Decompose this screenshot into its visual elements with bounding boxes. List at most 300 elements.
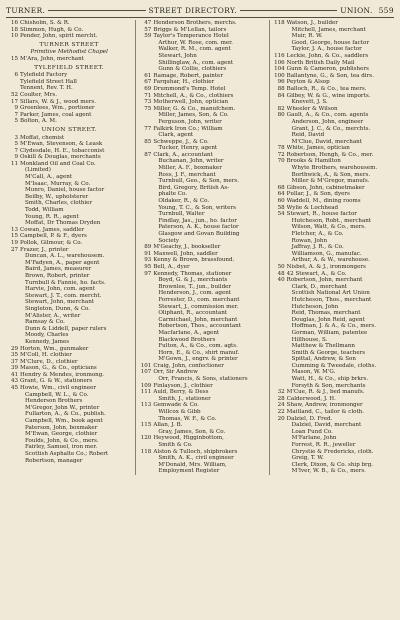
entry-text: Fletcher, A., & Co. [291,231,344,237]
directory-entry [139,264,265,271]
directory-entry [273,297,394,304]
directory-entry [139,376,265,383]
directory-entry [6,392,132,399]
directory-entry [273,211,394,218]
entry-text: M'Call, A., agent [25,174,73,181]
street-number: 9 [14,154,18,161]
entry-text: Campbell, Wm., book agent [25,418,103,425]
street-number [6,286,20,293]
directory-entry [273,198,394,205]
entry-text: Sillars, W. & J., wood mers. [20,98,97,105]
street-number [139,185,153,192]
entry-text: Ramage, Robert, painter [153,72,223,79]
street-number: 69 [144,85,152,92]
street-number: 41 [10,371,18,378]
directory-entry [139,46,265,53]
entry-text: Reid, Thomas, merchant [291,310,361,317]
entry-text: Jaffray, J. R., & Co. [291,244,344,251]
street-number [139,238,153,245]
street-number: 52 [10,91,18,98]
street-number [273,33,287,40]
street-number: 35 [10,352,18,359]
directory-entry [139,191,265,198]
street-number [139,132,153,139]
entry-text: Bolton, A. M. [20,118,57,125]
directory-entry [6,339,132,346]
directory-entry [273,330,394,337]
street-number [6,280,20,287]
entry-text: M'Iver, W. B., & Co., mers. [291,468,366,475]
directory-entry [139,297,265,304]
entry-text: Horn, E., & Co., shirt manuf. [158,349,240,356]
street-number [139,343,153,350]
street-number [139,429,153,436]
directory-entry [139,455,265,462]
entry-text: M'Ara, John, merchant [20,55,84,62]
directory-entry [139,244,265,251]
directory-entry [6,273,132,280]
directory-entry [6,299,132,306]
directory-entry [139,284,265,291]
street-number: 7 [14,147,18,154]
entry-text: Young, R. R., agent [25,213,79,220]
directory-entry [273,284,394,291]
entry-text: Forrester, D., com. merchant [158,296,240,303]
street-heading: TYLEFIELD STREET. [34,64,105,71]
street-number: 89 [144,244,152,251]
directory-entry [139,66,265,73]
entry-text: Moffat, chemist [20,134,65,141]
entry-text: Oskill & Douglas, merchants [20,154,101,161]
directory-entry [6,319,132,326]
street-number [273,297,287,304]
directory-entry [273,409,394,416]
street-number [273,218,287,225]
entry-text: M'Alister, A., writer [25,312,81,319]
entry-text: Paterson, A. K., house factor [158,224,239,231]
street-number [273,343,287,350]
street-number [6,339,20,346]
directory-entry [273,416,394,423]
street-number: 70 [277,158,285,165]
entry-text: Loan Fund Co. [291,428,333,435]
street-number: 72 [277,151,285,158]
directory-entry [139,33,265,40]
directory-entry [6,20,132,27]
entry-text: Clydesdale, H. E., tobacconist [20,147,105,154]
entry-text: Wilson, Watt, & Co., mers. [291,224,366,231]
street-number [139,53,153,60]
directory-entry [273,119,394,126]
directory-entry [139,218,265,225]
entry-text: Turnbull & Fannie, ho. facts. [25,279,106,286]
directory-entry [6,141,132,148]
directory-entry [139,205,265,212]
directory-entry [139,86,265,93]
street-number [139,396,153,403]
entry-text: Hutcheson, Thos., merchant [291,296,372,303]
street-number [6,207,20,214]
entry-text: Kennedy, James [25,338,70,345]
directory-entry [139,139,265,146]
directory-entry [139,172,265,179]
directory-entry [273,231,394,238]
entry-text: Dunn & Liddell, paper rulers [25,325,107,332]
directory-entry [273,435,394,442]
street-number [6,200,20,207]
street-number [139,224,153,231]
entry-text: Howie, Wm., civil engineer [20,385,97,392]
street-number [139,330,153,337]
directory-entry [139,369,265,376]
entry-text: Reid, David [291,132,325,139]
entry-text: 42 Stewart, A., & Co. [286,270,347,277]
directory-entry [273,224,394,231]
directory-entry [6,372,132,379]
entry-text: M'Ewan, Stevenson, & Leask [20,141,103,148]
directory-entry [6,33,132,40]
street-number: 113 [140,402,152,409]
street-number: 24 [277,402,285,409]
entry-text: Brown, Robert, printer [25,272,90,279]
street-number: 111 [140,389,152,396]
entry-text: Orr, Sir Andrew [153,369,198,376]
directory-entry [273,422,394,429]
directory-entry [139,119,265,126]
directory-entry [139,271,265,278]
street-number: 85 [144,138,152,145]
street-number: 27 [10,246,18,253]
entry-text: Ferguson, John, writer [158,118,222,125]
street-number [6,194,20,201]
column-2 [136,20,268,475]
entry-text: Gray, James, Son, & Co. [158,428,226,435]
entry-text: Forsyth & Son, merchants [291,382,366,389]
street-number: 11 [10,160,18,167]
street-number [139,60,153,67]
directory-entry [273,350,394,357]
directory-entry [6,161,132,168]
entry-text: Stewart, John [158,52,197,59]
street-number [273,462,287,469]
street-number [273,317,287,324]
directory-entry [273,178,394,185]
directory-entry [139,40,265,47]
street-number [139,145,153,152]
directory-entry [6,385,132,392]
directory-entry [6,260,132,267]
street-number [139,119,153,126]
directory-entry [273,462,394,469]
street-number [6,260,20,267]
entry-text: Matthew & Thellmann [291,343,355,350]
entry-text: Pender, John, spirit mercht. [20,33,98,40]
street-number [139,310,153,317]
street-number [6,253,20,260]
entry-text: Boyd, G. & J., merchants [158,277,228,284]
entry-text: Monkland Oil and Coal Co. [20,160,96,167]
directory-entry [139,126,265,133]
directory-entry [273,442,394,449]
directory-entry [6,346,132,353]
street-number [139,337,153,344]
street-number [273,172,287,179]
street-number [273,40,287,47]
directory-entry [6,352,132,359]
directory-entry [273,20,394,27]
entry-text: Ross, J. F., merchant [158,171,216,178]
street-number [6,418,20,425]
entry-text: M'Coll, H. clothier [20,352,72,359]
entry-text: Knevett, J. S. [291,99,328,106]
street-number: 75 [144,105,152,112]
entry-text: Tucker, Henry, agent [158,145,218,152]
directory-entry [139,257,265,264]
entry-text: Gibson, John, cabinetmaker [286,184,365,191]
entry-text: Watt, H., & Co., ship brkrs. [291,376,369,383]
directory-entry [273,271,394,278]
entry-text: Smith & Co. [158,442,193,448]
entry-text: Findlay, Jas., jun., ho. factor [158,217,237,224]
street-number [273,468,287,475]
entry-text: Tylefield Street Hall [20,78,77,85]
directory-entry [139,60,265,67]
entry-text: Calderwood, J. H. [286,395,336,402]
directory-entry [273,429,394,436]
directory-entry [273,383,394,390]
entry-text: Oliphant, R., accountant [158,310,227,317]
entry-text: M'Gregor, John W., printer [25,404,100,411]
entry-text: Munro, Daniel, house factor [25,187,105,194]
directory-entry [139,112,265,119]
directory-entry [139,132,265,139]
entry-text: Thomas, W. F., & Co. [158,415,217,422]
directory-entry [139,416,265,423]
street-number [6,174,20,181]
entry-text: Allan, J. B. [153,422,183,429]
directory-entry [6,214,132,221]
street-number [273,376,287,383]
entry-text: (Limited) [25,167,51,174]
directory-entry [139,383,265,390]
street-number [273,224,287,231]
entry-text: Greenlees, Wm., portioner [20,105,95,112]
street-number [139,468,153,475]
directory-entry [273,323,394,330]
directory-entry [6,398,132,405]
entry-text: Peyton & Alsop [286,79,330,86]
directory-entry [273,86,394,93]
street-number [139,323,153,330]
entry-text: Forrest, R. R., jeweller [291,442,356,448]
entry-text: Turnbull, Geo., & Son, mers. [158,178,240,185]
directory-entry [139,409,265,416]
directory-entry [6,148,132,155]
street-number [139,211,153,218]
street-number [139,277,153,284]
directory-entry [273,66,394,73]
entry-text: Cumming & Tweedale, cloths. [291,362,377,369]
directory-entry [273,468,394,475]
entry-text: Oldaker, R., & Co. [158,198,210,205]
entry-text: Robertson, Thos., accountant [158,323,241,330]
directory-entry [6,187,132,194]
entry-text: M'Ewan, George, clothier [25,431,98,438]
directory-entry [273,449,394,456]
entry-text: Willcox & Gibb [158,409,201,416]
street-number [6,181,20,188]
directory-entry [273,126,394,133]
directory-entry [273,46,394,53]
directory-entry [273,99,394,106]
directory-entry [6,27,132,34]
directory-entry [139,343,265,350]
directory-entry [6,105,132,112]
street-number: 6 [14,72,18,79]
street-heading: UNION STREET. [41,126,97,133]
entry-text: Coulter, Mrs. [20,91,57,98]
directory-entry [139,396,265,403]
entry-text: Duncan, A. L., warehousem. [25,253,105,260]
entry-text: Good, George, house factor [291,39,369,46]
entry-text: Brownlee, T., jun., builder [158,283,232,290]
directory-entry [273,40,394,47]
street-number: 118 [140,448,152,455]
street-number [139,416,153,423]
columns [6,20,394,475]
street-number [6,79,20,86]
directory-entry [273,218,394,225]
entry-text: Taylor, J. A., house factor [291,46,362,53]
entry-text: Paterson, John, boxmaker [25,424,98,431]
entry-text: Grant, G. & W., stationers [20,378,93,385]
entry-text: Gemwade & Co. [153,402,199,409]
directory-entry [139,165,265,172]
street-number: 64 [277,191,285,198]
street-number [139,442,153,449]
street-number [139,191,153,198]
entry-text: Smith, A. K., civil engineer [158,455,234,462]
street-number: 13 [10,226,18,233]
entry-text: Wylie & Lochhead [286,204,339,211]
street-number: 71 [144,92,152,99]
directory-entry [273,172,394,179]
entry-text: Hendry & Mendes, ironmong. [20,371,105,378]
directory-entry [6,112,132,119]
directory-entry [139,304,265,311]
directory-entry [6,444,132,451]
directory-entry [6,280,132,287]
directory-entry [139,462,265,469]
directory-entry [6,359,132,366]
street-number [273,356,287,363]
directory-entry [6,451,132,458]
street-number: 100 [274,72,285,79]
street-number [273,442,287,449]
street-number [6,167,20,174]
directory-entry [273,396,394,403]
street-number: 118 [274,20,285,26]
entry-text: Taylor's Temperance Hotel [153,33,229,40]
entry-text: Chisholm, S. & R. [20,20,70,26]
directory-entry [6,85,132,92]
street-number: 57 [144,26,152,33]
street-number: 107 [140,369,152,376]
directory-entry [273,60,394,67]
entry-text: Mason, G., & Co., opticians [20,365,97,372]
directory-entry [139,238,265,245]
street-number [139,46,153,53]
entry-text: Whyte Brothers, warehousem. [291,165,378,172]
directory-entry [139,93,265,100]
directory-entry [139,350,265,357]
street-number: 3 [14,134,18,141]
street-number: 50 [277,263,285,270]
entry-text: Miller, G. & Co., manufchem. [153,105,236,112]
column-3 [270,20,394,475]
entry-text: North British Daily Mail [286,59,355,66]
entry-text: Henderson, J., com. agent [158,290,232,297]
entry-text: Frazer, J., printer [20,246,69,253]
street-number [139,455,153,462]
street-number [139,290,153,297]
street-number [6,458,20,465]
street-number [6,220,20,227]
entry-text: Stewart, J., commission mer. [158,303,239,310]
street-number [6,214,20,221]
directory-entry [273,191,394,198]
entry-text: M'Cue, R. & J., bed manufs. [286,389,365,396]
entry-text: Dalziel, David, merchant [291,422,362,429]
street-number: 43 [10,378,18,385]
street-number: 84 [277,92,285,99]
header-left: TURNER. [6,6,46,15]
directory-entry [139,389,265,396]
entry-text: Orr, Francis, & Sons, stationers [158,376,248,383]
street-number [139,376,153,383]
street-number: 15 [10,55,18,62]
entry-text: Campbell, W. L., & Co. [25,391,89,398]
street-number [6,266,20,273]
street-number: 73 [144,99,152,106]
street-number: 16 [10,20,18,26]
directory-entry [139,145,265,152]
entry-text: Auld, Berry, & Dess [153,389,209,396]
entry-text: M'Donald, Mrs. William, [158,461,227,468]
directory-entry [139,198,265,205]
street-number [273,46,287,53]
street-number [139,205,153,212]
street-number [273,178,287,185]
street-number [273,284,287,291]
street-number: 59 [144,33,152,40]
street-number [139,356,153,363]
directory-entry [273,112,394,119]
directory-entry [273,152,394,159]
directory-entry [6,135,132,142]
street-number: 54 [277,211,285,218]
directory-entry [139,185,265,192]
directory-entry [273,145,394,152]
street-number [6,299,20,306]
section-note: Primitive Methodist Chapel [30,49,108,56]
street-number [273,323,287,330]
street-number: 91 [144,250,152,257]
directory-entry [273,158,394,165]
street-number [139,297,153,304]
street-number [273,244,287,251]
street-number [6,293,20,300]
